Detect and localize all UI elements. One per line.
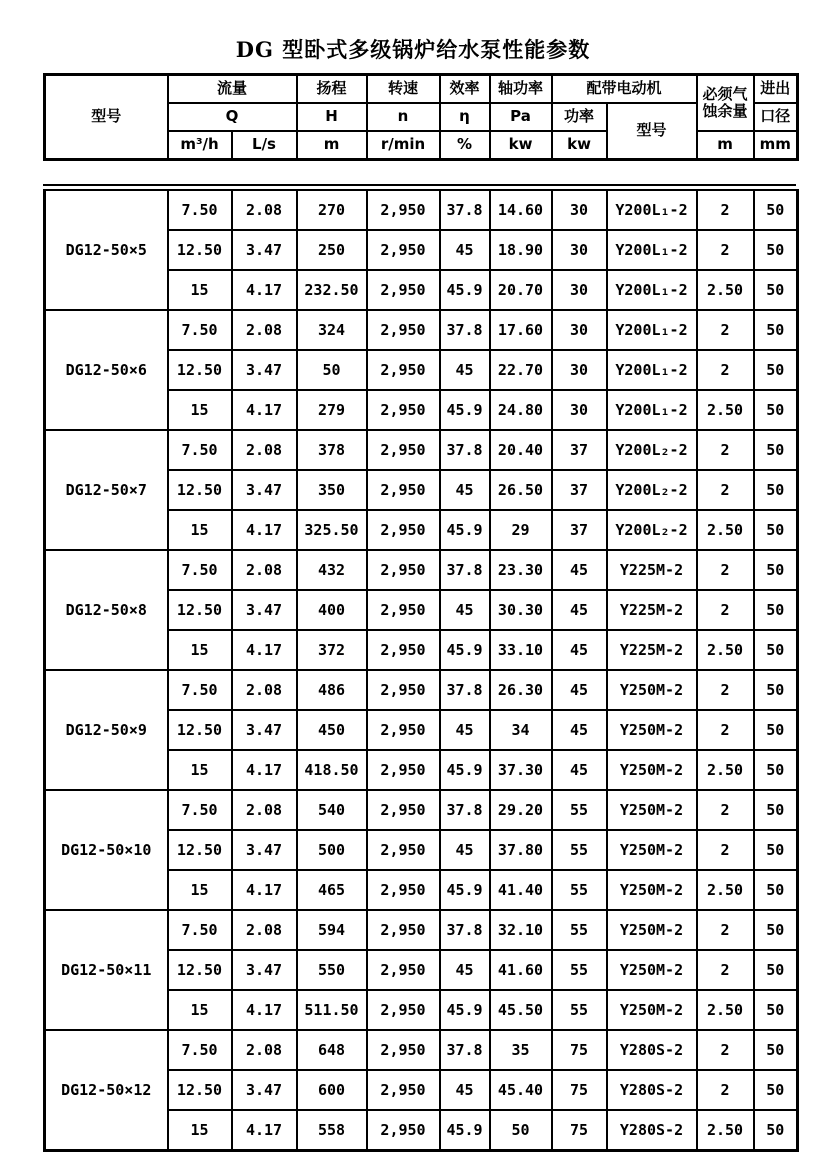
data-cell: 2 [697, 710, 754, 750]
data-cell: 55 [552, 790, 607, 830]
data-cell: 55 [552, 830, 607, 870]
table-row [45, 550, 798, 590]
data-cell: 50 [754, 1070, 798, 1110]
data-cell: 2,950 [367, 670, 440, 710]
data-cell: 37.8 [440, 310, 490, 350]
header-row-1 [45, 75, 798, 104]
column-header-shaft-power: 轴功率 [490, 75, 552, 104]
data-cell: 378 [297, 430, 367, 470]
unit-efficiency-pct: % [440, 131, 490, 160]
data-cell: Y280S-2 [607, 1030, 697, 1070]
data-cell: 432 [297, 550, 367, 590]
data-cell: Y280S-2 [607, 1070, 697, 1110]
data-cell: Y200L₁-2 [607, 230, 697, 270]
table-row [45, 190, 798, 230]
data-cell: 50 [754, 470, 798, 510]
data-cell: 50 [754, 590, 798, 630]
data-cell: Y200L₁-2 [607, 270, 697, 310]
data-cell: 450 [297, 710, 367, 750]
data-cell: 270 [297, 190, 367, 230]
data-cell: 15 [168, 630, 232, 670]
table-row [45, 310, 798, 350]
data-cell: 4.17 [232, 990, 297, 1030]
data-cell: 33.10 [490, 630, 552, 670]
data-cell: 41.60 [490, 950, 552, 990]
data-cell: 41.40 [490, 870, 552, 910]
data-cell: 26.50 [490, 470, 552, 510]
data-cell: 648 [297, 1030, 367, 1070]
data-cell: 3.47 [232, 830, 297, 870]
data-cell: 350 [297, 470, 367, 510]
column-header-motor-model: 型号 [607, 103, 697, 160]
data-cell: 2.08 [232, 550, 297, 590]
data-cell: Y200L₁-2 [607, 310, 697, 350]
data-cell: 7.50 [168, 790, 232, 830]
data-cell: 486 [297, 670, 367, 710]
data-cell: 50 [754, 710, 798, 750]
data-cell: 37.8 [440, 670, 490, 710]
data-cell: 4.17 [232, 870, 297, 910]
data-cell: 24.80 [490, 390, 552, 430]
data-cell: 45.9 [440, 510, 490, 550]
data-cell: 7.50 [168, 550, 232, 590]
data-cell: Y200L₁-2 [607, 190, 697, 230]
data-cell: 4.17 [232, 750, 297, 790]
data-cell: 55 [552, 950, 607, 990]
data-cell: Y250M-2 [607, 790, 697, 830]
unit-head-m: m [297, 131, 367, 160]
pump-model-cell: DG12-50×10 [45, 790, 168, 910]
data-cell: 2.08 [232, 790, 297, 830]
data-cell: 2.50 [697, 510, 754, 550]
data-cell: 17.60 [490, 310, 552, 350]
unit-motor-power-kw: kw [552, 131, 607, 160]
data-cell: 30.30 [490, 590, 552, 630]
data-cell: 2.08 [232, 310, 297, 350]
pump-model-cell: DG12-50×5 [45, 190, 168, 310]
data-cell: 15 [168, 990, 232, 1030]
table-area [43, 73, 796, 1152]
data-cell: 45 [440, 1070, 490, 1110]
data-cell: 50 [754, 190, 798, 230]
data-cell: 12.50 [168, 230, 232, 270]
data-cell: 30 [552, 350, 607, 390]
data-cell: Y225M-2 [607, 630, 697, 670]
data-cell: 50 [754, 790, 798, 830]
data-cell: 2.08 [232, 190, 297, 230]
data-cell: 400 [297, 590, 367, 630]
data-cell: 324 [297, 310, 367, 350]
data-cell: 30 [552, 390, 607, 430]
data-cell: 37.80 [490, 830, 552, 870]
data-cell: 14.60 [490, 190, 552, 230]
data-cell: 30 [552, 190, 607, 230]
data-cell: 250 [297, 230, 367, 270]
column-header-pump-model: 型号 [45, 75, 168, 160]
data-cell: 12.50 [168, 710, 232, 750]
data-cell: 2,950 [367, 910, 440, 950]
data-cell: 465 [297, 870, 367, 910]
data-cell: 7.50 [168, 1030, 232, 1070]
data-cell: 2,950 [367, 750, 440, 790]
data-cell: 2.50 [697, 750, 754, 790]
data-cell: 37.8 [440, 430, 490, 470]
data-cell: Y225M-2 [607, 550, 697, 590]
data-cell: 2.50 [697, 270, 754, 310]
unit-flow-m3h: m³/h [168, 131, 232, 160]
symbol-speed-n: n [367, 103, 440, 131]
data-cell: Y200L₂-2 [607, 470, 697, 510]
data-cell: 50 [754, 950, 798, 990]
data-cell: 50 [754, 350, 798, 390]
data-cell: 2 [697, 830, 754, 870]
data-cell: 50 [754, 510, 798, 550]
data-cell: 2 [697, 670, 754, 710]
data-cell: 15 [168, 390, 232, 430]
data-cell: 12.50 [168, 350, 232, 390]
data-cell: 2,950 [367, 630, 440, 670]
data-cell: 2,950 [367, 590, 440, 630]
data-cell: 372 [297, 630, 367, 670]
data-cell: 50 [754, 670, 798, 710]
data-cell: Y250M-2 [607, 950, 697, 990]
data-cell: Y200L₂-2 [607, 430, 697, 470]
data-cell: 3.47 [232, 230, 297, 270]
data-cell: 2 [697, 310, 754, 350]
data-cell: 20.70 [490, 270, 552, 310]
data-cell: 7.50 [168, 670, 232, 710]
data-cell: 2 [697, 430, 754, 470]
data-cell: 4.17 [232, 1110, 297, 1151]
data-cell: 2,950 [367, 870, 440, 910]
data-cell: 4.17 [232, 390, 297, 430]
data-cell: 37.8 [440, 1030, 490, 1070]
column-header-head: 扬程 [297, 75, 367, 104]
data-cell: 2,950 [367, 390, 440, 430]
data-cell: 29 [490, 510, 552, 550]
data-cell: 45 [440, 950, 490, 990]
data-cell: 45.9 [440, 1110, 490, 1151]
data-cell: 2 [697, 470, 754, 510]
data-cell: 30 [552, 230, 607, 270]
data-cell: 37.8 [440, 910, 490, 950]
data-cell: 2 [697, 790, 754, 830]
pump-model-cell: DG12-50×9 [45, 670, 168, 790]
data-cell: 2.08 [232, 430, 297, 470]
data-cell: 2,950 [367, 470, 440, 510]
data-cell: 50 [754, 1030, 798, 1070]
data-cell: 37.8 [440, 550, 490, 590]
data-cell: 550 [297, 950, 367, 990]
data-cell: 20.40 [490, 430, 552, 470]
unit-npsh-m: m [697, 131, 754, 160]
data-cell: 45 [552, 630, 607, 670]
data-cell: 45 [552, 550, 607, 590]
header-table [43, 73, 799, 161]
pump-model-cell: DG12-50×12 [45, 1030, 168, 1151]
data-cell: 7.50 [168, 190, 232, 230]
data-cell: 2 [697, 1030, 754, 1070]
data-cell: 45 [552, 750, 607, 790]
data-cell: 37 [552, 510, 607, 550]
data-cell: 45.9 [440, 750, 490, 790]
data-cell: 37.8 [440, 790, 490, 830]
column-header-port-line2: 口径 [754, 103, 798, 131]
data-cell: 15 [168, 750, 232, 790]
data-cell: 2,950 [367, 230, 440, 270]
data-cell: 2,950 [367, 190, 440, 230]
data-cell: 2,950 [367, 310, 440, 350]
data-cell: 500 [297, 830, 367, 870]
data-cell: 50 [754, 750, 798, 790]
data-cell: 12.50 [168, 470, 232, 510]
data-cell: 35 [490, 1030, 552, 1070]
data-cell: 75 [552, 1030, 607, 1070]
data-cell: 50 [754, 430, 798, 470]
data-cell: 232.50 [297, 270, 367, 310]
data-cell: 29.20 [490, 790, 552, 830]
data-cell: Y250M-2 [607, 990, 697, 1030]
data-cell: 4.17 [232, 630, 297, 670]
symbol-efficiency-eta: η [440, 103, 490, 131]
data-cell: Y250M-2 [607, 710, 697, 750]
data-table-body [45, 190, 798, 1151]
column-header-flow: 流量 [168, 75, 297, 104]
data-cell: 2,950 [367, 270, 440, 310]
table-row [45, 430, 798, 470]
unit-port-mm: mm [754, 131, 798, 160]
data-cell: 2,950 [367, 550, 440, 590]
data-cell: 45 [552, 670, 607, 710]
data-cell: 2.50 [697, 1110, 754, 1151]
column-header-speed: 转速 [367, 75, 440, 104]
data-cell: 325.50 [297, 510, 367, 550]
unit-flow-ls: L/s [232, 131, 297, 160]
data-cell: 12.50 [168, 950, 232, 990]
data-cell: 7.50 [168, 310, 232, 350]
data-cell: 37.30 [490, 750, 552, 790]
symbol-flow-q: Q [168, 103, 297, 131]
column-header-npsh: 必须气蚀余量 [697, 75, 754, 132]
data-cell: 2,950 [367, 830, 440, 870]
data-cell: 45 [440, 830, 490, 870]
data-cell: 15 [168, 510, 232, 550]
data-cell: 2.08 [232, 670, 297, 710]
data-cell: 45 [440, 470, 490, 510]
data-cell: 34 [490, 710, 552, 750]
pump-model-cell: DG12-50×7 [45, 430, 168, 550]
data-cell: Y200L₁-2 [607, 390, 697, 430]
data-cell: 2 [697, 190, 754, 230]
data-cell: 45.50 [490, 990, 552, 1030]
table-row [45, 790, 798, 830]
data-cell: 4.17 [232, 510, 297, 550]
data-cell: 45.9 [440, 630, 490, 670]
data-cell: 22.70 [490, 350, 552, 390]
data-cell: Y250M-2 [607, 910, 697, 950]
data-cell: 50 [297, 350, 367, 390]
data-cell: Y250M-2 [607, 830, 697, 870]
data-cell: 50 [754, 870, 798, 910]
data-cell: 50 [754, 1110, 798, 1151]
data-cell: 2.50 [697, 870, 754, 910]
pump-model-cell: DG12-50×8 [45, 550, 168, 670]
data-table [43, 189, 799, 1152]
data-cell: 30 [552, 270, 607, 310]
data-cell: 2.50 [697, 630, 754, 670]
data-cell: 3.47 [232, 470, 297, 510]
data-cell: 50 [754, 830, 798, 870]
data-cell: 12.50 [168, 590, 232, 630]
unit-speed-rmin: r/min [367, 131, 440, 160]
data-cell: Y250M-2 [607, 670, 697, 710]
data-cell: 2,950 [367, 790, 440, 830]
data-cell: 7.50 [168, 430, 232, 470]
symbol-head-h: H [297, 103, 367, 131]
data-cell: 2,950 [367, 1110, 440, 1151]
data-cell: 45 [440, 350, 490, 390]
table-row [45, 1030, 798, 1070]
data-cell: 7.50 [168, 910, 232, 950]
unit-shaft-power-kw: kw [490, 131, 552, 160]
data-cell: 12.50 [168, 1070, 232, 1110]
data-cell: 37.8 [440, 190, 490, 230]
data-cell: Y225M-2 [607, 590, 697, 630]
data-cell: 2 [697, 590, 754, 630]
data-cell: 45.9 [440, 870, 490, 910]
data-cell: 45 [440, 230, 490, 270]
data-cell: 2 [697, 910, 754, 950]
data-cell: 32.10 [490, 910, 552, 950]
data-cell: 50 [754, 910, 798, 950]
data-cell: 45 [440, 710, 490, 750]
data-cell: 2,950 [367, 350, 440, 390]
pump-model-cell: DG12-50×6 [45, 310, 168, 430]
pump-model-cell: DG12-50×11 [45, 910, 168, 1030]
data-cell: 2 [697, 550, 754, 590]
data-cell: 75 [552, 1110, 607, 1151]
data-cell: 50 [754, 550, 798, 590]
data-cell: 15 [168, 270, 232, 310]
data-cell: 50 [754, 230, 798, 270]
data-cell: 594 [297, 910, 367, 950]
data-cell: 50 [754, 270, 798, 310]
data-cell: 45.9 [440, 990, 490, 1030]
data-cell: 45.9 [440, 270, 490, 310]
data-cell: 2 [697, 950, 754, 990]
data-cell: 2,950 [367, 510, 440, 550]
data-cell: 279 [297, 390, 367, 430]
data-cell: 15 [168, 870, 232, 910]
data-cell: 50 [490, 1110, 552, 1151]
data-cell: Y280S-2 [607, 1110, 697, 1151]
data-cell: 3.47 [232, 350, 297, 390]
data-cell: 26.30 [490, 670, 552, 710]
column-header-motor: 配带电动机 [552, 75, 697, 104]
data-cell: 55 [552, 870, 607, 910]
data-cell: 50 [754, 390, 798, 430]
data-cell: 2,950 [367, 430, 440, 470]
data-cell: 4.17 [232, 270, 297, 310]
data-cell: 2,950 [367, 990, 440, 1030]
data-cell: 3.47 [232, 1070, 297, 1110]
data-cell: 3.47 [232, 950, 297, 990]
data-cell: 418.50 [297, 750, 367, 790]
page-title: DG 型卧式多级锅炉给水泵性能参数 [235, 37, 591, 62]
column-header-port-line1: 进出 [754, 75, 798, 104]
data-cell: 75 [552, 1070, 607, 1110]
table-row [45, 670, 798, 710]
data-cell: 12.50 [168, 830, 232, 870]
data-cell: 2,950 [367, 1070, 440, 1110]
data-cell: 2.08 [232, 910, 297, 950]
data-cell: 45.40 [490, 1070, 552, 1110]
data-cell: 2 [697, 230, 754, 270]
data-cell: 3.47 [232, 590, 297, 630]
data-cell: 2.08 [232, 1030, 297, 1070]
column-header-efficiency: 效率 [440, 75, 490, 104]
data-cell: Y200L₂-2 [607, 510, 697, 550]
data-cell: 2.50 [697, 990, 754, 1030]
column-header-motor-power: 功率 [552, 103, 607, 131]
data-cell: 2,950 [367, 1030, 440, 1070]
data-cell: 45.9 [440, 390, 490, 430]
data-cell: 55 [552, 990, 607, 1030]
table-row [45, 910, 798, 950]
data-cell: Y250M-2 [607, 750, 697, 790]
data-cell: 2,950 [367, 710, 440, 750]
data-cell: 50 [754, 990, 798, 1030]
data-cell: 30 [552, 310, 607, 350]
data-cell: Y250M-2 [607, 870, 697, 910]
symbol-shaft-power-pa: Pa [490, 103, 552, 131]
data-cell: 2,950 [367, 950, 440, 990]
data-cell: 45 [440, 590, 490, 630]
data-cell: 511.50 [297, 990, 367, 1030]
data-cell: 50 [754, 630, 798, 670]
data-cell: 55 [552, 910, 607, 950]
data-cell: 2 [697, 1070, 754, 1110]
data-cell: 45 [552, 590, 607, 630]
data-cell: 15 [168, 1110, 232, 1151]
data-cell: 23.30 [490, 550, 552, 590]
data-cell: 3.47 [232, 710, 297, 750]
data-cell: 18.90 [490, 230, 552, 270]
data-cell: 600 [297, 1070, 367, 1110]
data-cell: 45 [552, 710, 607, 750]
data-cell: Y200L₁-2 [607, 350, 697, 390]
data-cell: 37 [552, 430, 607, 470]
data-cell: 50 [754, 310, 798, 350]
data-cell: 558 [297, 1110, 367, 1151]
data-cell: 37 [552, 470, 607, 510]
data-cell: 2 [697, 350, 754, 390]
data-cell: 2.50 [697, 390, 754, 430]
data-cell: 540 [297, 790, 367, 830]
